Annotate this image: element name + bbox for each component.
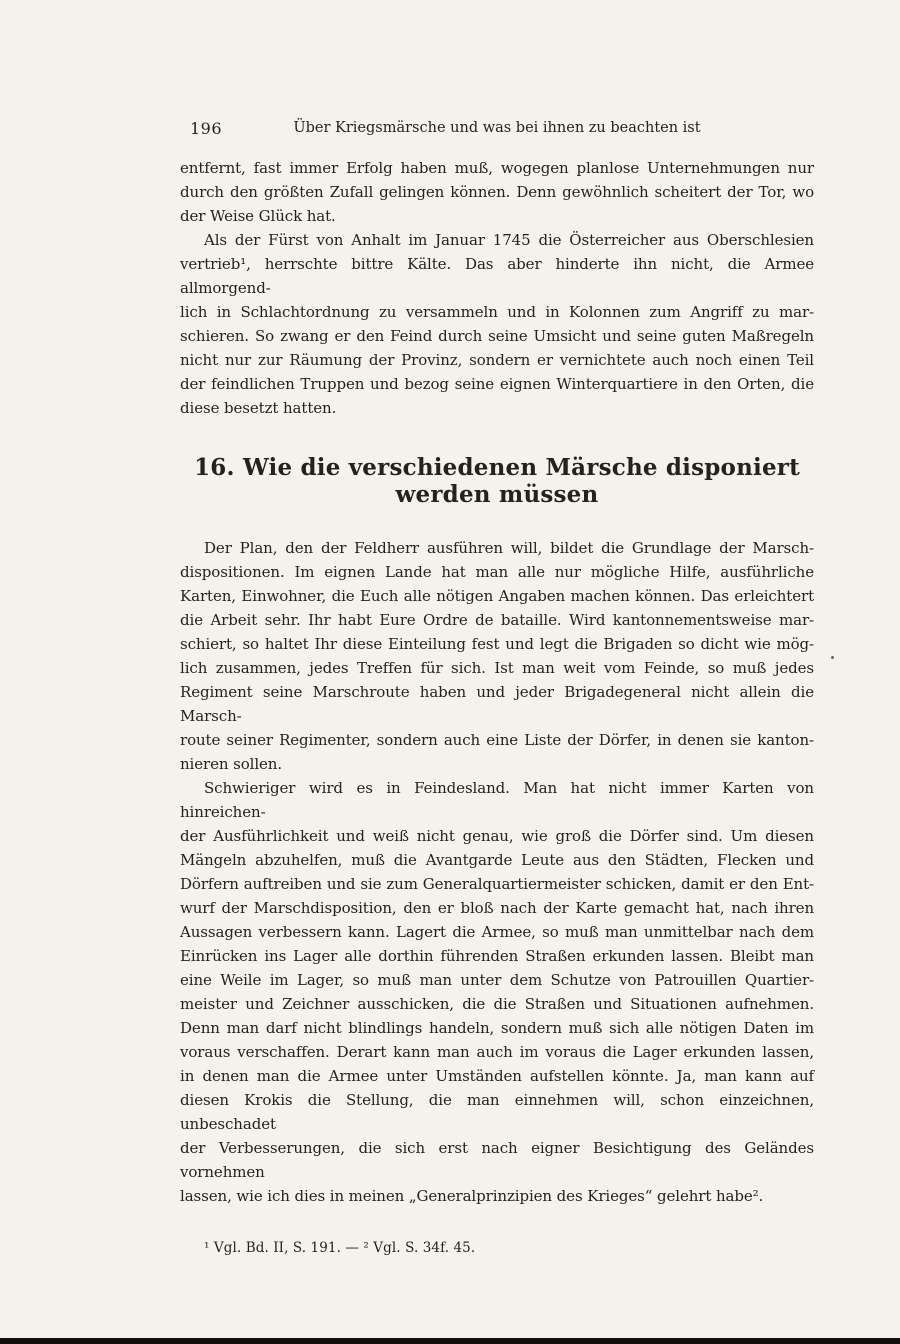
text-line: Der Plan, den der Feldherr ausführen will, bildet die Grundlage der Marsch- xyxy=(204,539,814,557)
text-line: dispositionen. Im eignen Lande hat man alle nur mögliche Hilfe, ausführliche xyxy=(180,563,814,581)
text-line: Aussagen verbessern kann. Lagert die Armee, so muß man unmittelbar nach dem xyxy=(180,923,814,941)
text-line: diese besetzt hatten. xyxy=(180,399,337,417)
text-line: voraus verschaffen. Derart kann man auch im voraus die Lager erkunden lassen, xyxy=(180,1043,814,1061)
text-line: der Weise Glück hat. xyxy=(180,207,336,225)
text-line: nicht nur zur Räumung der Provinz, sondern er vernichtete auch noch einen Teil xyxy=(180,351,814,369)
scan-edge xyxy=(0,1338,900,1344)
paragraph-anhalt-1745 xyxy=(180,228,814,420)
text-line: Denn man darf nicht blindlings handeln, sondern muß sich alle nötigen Daten im xyxy=(180,1019,814,1037)
ink-speck xyxy=(831,656,834,659)
running-header xyxy=(180,119,814,141)
text-line: der Verbesserungen, die sich erst nach eigner Besichtigung des Geländes vornehmen xyxy=(180,1139,814,1181)
text-line: Dörfern auftreiben und sie zum Generalquartiermeister schicken, damit er den Ent- xyxy=(180,875,814,893)
text-line: lich zusammen, jedes Treffen für sich. Ist man weit vom Feinde, so muß jedes xyxy=(180,659,814,677)
text-line: nieren sollen. xyxy=(180,755,283,773)
text-line: entfernt, fast immer Erfolg haben muß, wogegen planlose Unternehmungen nur xyxy=(180,159,814,177)
text-line: Als der Fürst von Anhalt im Januar 1745 die Österreicher aus Oberschlesien xyxy=(204,231,814,249)
text-line: Schwieriger wird es in Feindesland. Man hat nicht immer Karten von hinreichen- xyxy=(180,779,814,821)
text-line: meister und Zeichner ausschicken, die die Straßen und Situationen aufnehmen. xyxy=(180,995,814,1013)
text-line: vertrieb¹, herrschte bittre Kälte. Das aber hinderte ihn nicht, die Armee allmorgend- xyxy=(180,255,814,297)
paragraph-continuation xyxy=(180,156,814,228)
text-line: wurf der Marschdisposition, den er bloß nach der Karte gemacht hat, nach ihren xyxy=(180,899,814,917)
text-line: route seiner Regimenter, sondern auch eine Liste der Dörfer, in denen sie kanton- xyxy=(180,731,814,749)
text-line: eine Weile im Lager, so muß man unter dem Schutze von Patrouillen Quartier- xyxy=(180,971,814,989)
paragraph-marschdisposition xyxy=(180,536,814,776)
text-line: der feindlichen Truppen und bezog seine eignen Winterquartiere in den Orten, die xyxy=(180,375,814,393)
section-heading: 16. Wie die verschiedenen Märsche disponiert werden müssen xyxy=(194,454,800,508)
text-line: schieren. So zwang er den Feind durch seine Umsicht und seine guten Maßregeln xyxy=(180,327,814,345)
text-line: Karten, Einwohner, die Euch alle nötigen Angaben machen können. Das erleichtert xyxy=(180,587,814,605)
text-line: lassen, wie ich dies in meinen „Generalprinzipien des Krieges“ gelehrt habe². xyxy=(180,1187,764,1205)
text-line: Einrücken ins Lager alle dorthin führenden Straßen erkunden lassen. Bleibt man xyxy=(180,947,814,965)
page-number: 196 xyxy=(190,119,223,138)
text-block xyxy=(180,156,814,1256)
paragraph-feindesland xyxy=(180,776,814,1208)
text-line: die Arbeit sehr. Ihr habt Eure Ordre de bataille. Wird kantonnementsweise mar- xyxy=(180,611,814,629)
text-line: der Ausführlichkeit und weiß nicht genau, wie groß die Dörfer sind. Um diesen xyxy=(180,827,814,845)
footnote: ¹ Vgl. Bd. II, S. 191. — ² Vgl. S. 34f. 45. xyxy=(204,1240,476,1256)
text-line: schiert, so haltet Ihr diese Einteilung fest und legt die Brigaden so dicht wie mög- xyxy=(180,635,814,653)
running-header-title: Über Kriegsmärsche und was bei ihnen zu beachten ist xyxy=(293,120,701,136)
text-line: Mängeln abzuhelfen, muß die Avantgarde Leute aus den Städten, Flecken und xyxy=(180,851,814,869)
text-line: diesen Krokis die Stellung, die man einnehmen will, schon einzeichnen, unbeschadet xyxy=(180,1091,814,1133)
text-line: in denen man die Armee unter Umständen aufstellen könnte. Ja, man kann auf xyxy=(180,1067,814,1085)
text-line: Regiment seine Marschroute haben und jeder Brigadegeneral nicht allein die Marsch- xyxy=(180,683,814,725)
text-line: durch den größten Zufall gelingen können. Denn gewöhnlich scheitert der Tor, wo xyxy=(180,183,814,201)
text-line: lich in Schlachtordnung zu versammeln und in Kolonnen zum Angriff zu mar- xyxy=(180,303,814,321)
